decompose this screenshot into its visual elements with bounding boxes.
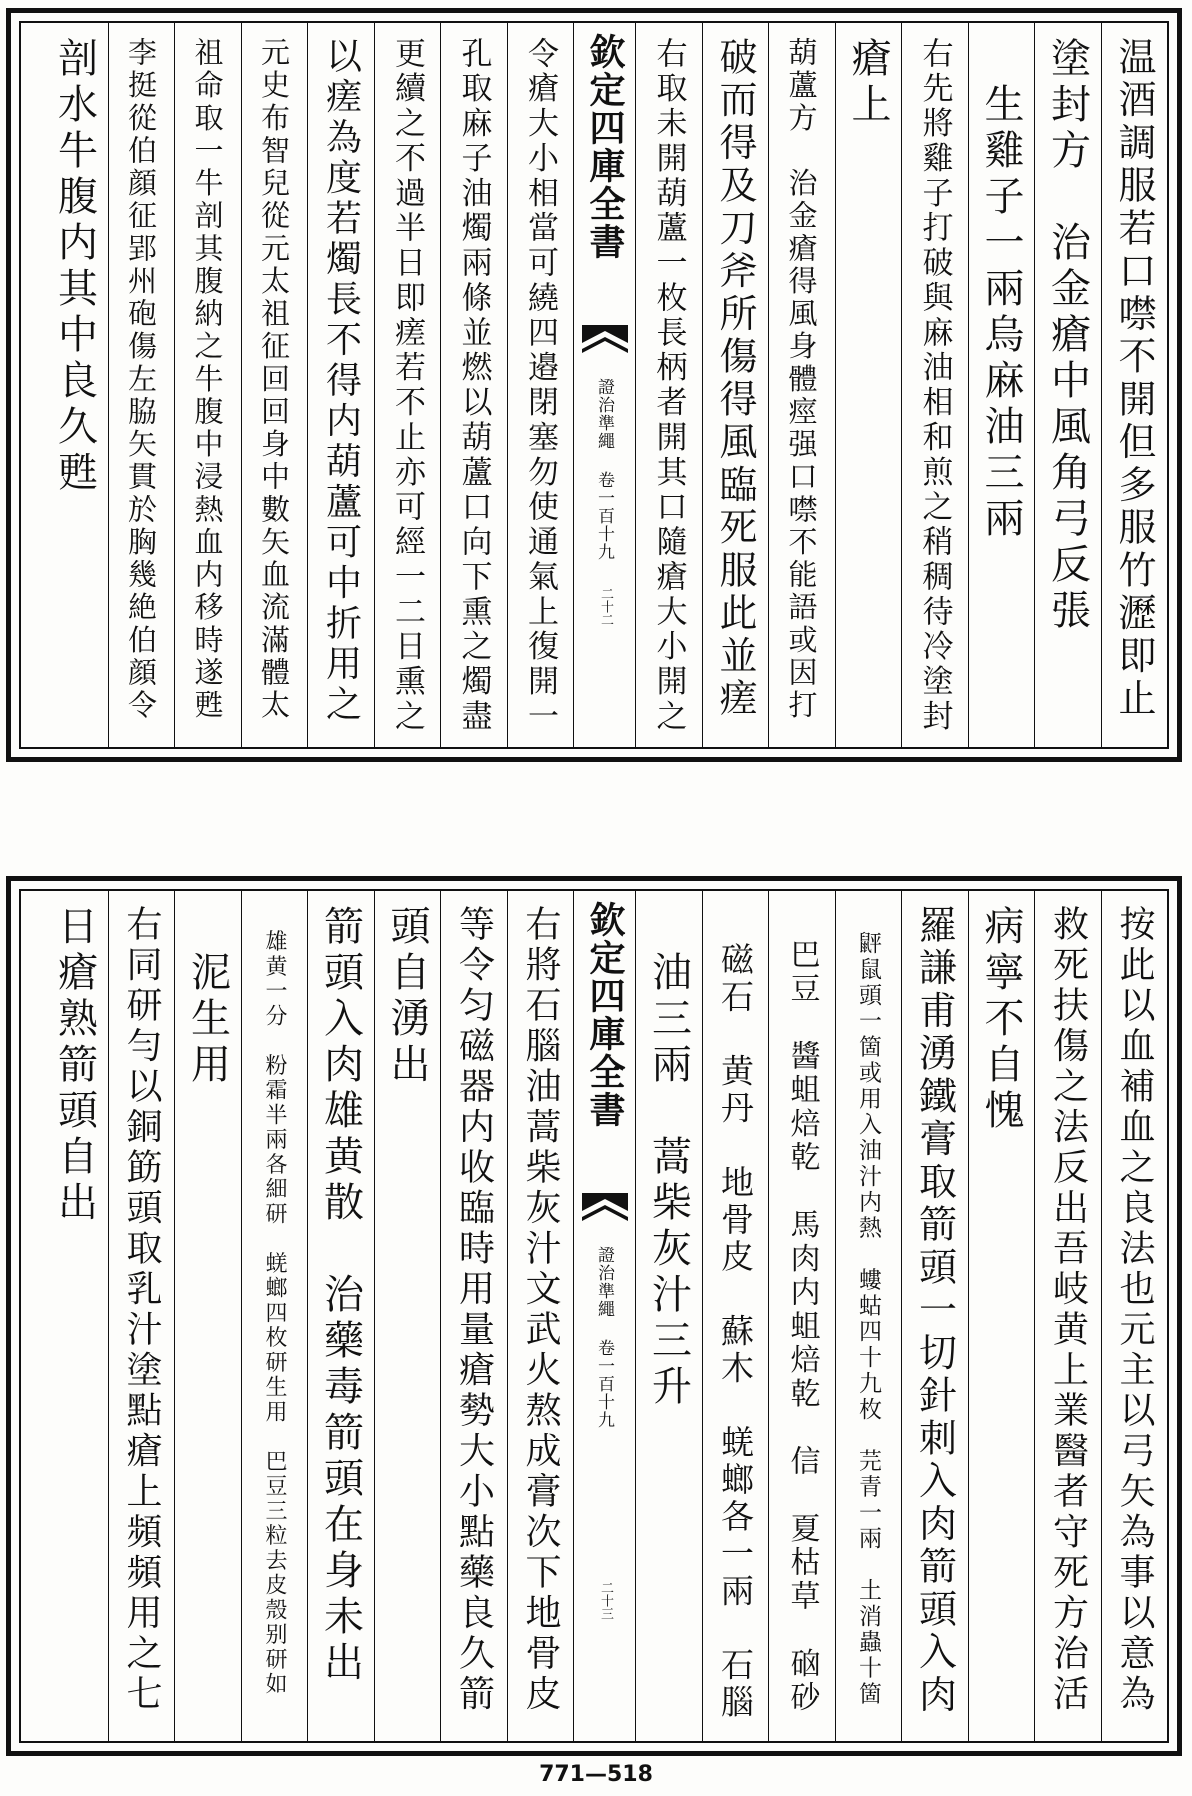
text-column <box>374 23 441 747</box>
text-column <box>835 23 902 747</box>
text-column <box>968 23 1035 747</box>
text-column <box>901 23 968 747</box>
column-text: 羅謙甫湧鐵膏取箭頭一切針刺入肉箭頭入肉 <box>912 905 957 1718</box>
column-text: 塗封方 治金瘡中風角弓反張 <box>1044 37 1091 635</box>
column-text: 箭頭入肉雄黄散 治藥毒箭頭在身未出 <box>317 905 364 1687</box>
column-text: 䶄鼠頭一箇或用入油汁内熱 螻蛄四十九枚 芫青一兩 土消蟲十箇 <box>855 905 881 1708</box>
text-column <box>41 891 108 1741</box>
text-column <box>507 23 574 747</box>
top-page-frame <box>19 21 1169 749</box>
text-column <box>1034 23 1101 747</box>
fishtail-mark-icon <box>580 1191 630 1235</box>
center-title: 欽定四庫全書 <box>584 33 626 261</box>
column-text: 温酒調服若口噤不開但多服竹瀝即止 <box>1112 37 1156 721</box>
column-text: 瘡上 <box>845 37 891 129</box>
column-text: 頭自湧出 <box>384 905 430 1089</box>
text-column <box>768 23 835 747</box>
text-column <box>174 23 241 747</box>
page-number: 二十三 <box>598 1581 613 1620</box>
column-text: 生雞子一兩烏麻油三兩 <box>978 37 1024 543</box>
text-column <box>635 891 702 1741</box>
bottom-page <box>6 876 1182 1756</box>
bottom-page-center-column <box>573 891 635 1741</box>
center-subtitle: 證治準繩 卷一百十九 <box>594 378 614 561</box>
top-page <box>6 8 1182 762</box>
column-text: 剖水牛腹内其中良久甦 <box>51 37 98 497</box>
column-text: 巴豆 醬蛆焙乾 馬肉内蛆焙乾 信 夏枯草 硇砂 <box>784 905 820 1715</box>
page-footer-number: 771—518 <box>539 1762 653 1787</box>
column-text: 右同研勻以銅筯頭取乳汁塗點瘡上頻頻用之七 <box>121 905 162 1715</box>
text-column <box>1101 891 1168 1741</box>
column-text: 救死扶傷之法反出吾岐黄上業醫者守死方治活 <box>1047 905 1089 1715</box>
bottom-page-columns <box>21 891 1167 1741</box>
column-text: 油三兩 蒿柴灰汁三升 <box>645 905 692 1411</box>
column-text: 病寧不自愧 <box>978 905 1024 1135</box>
text-column <box>108 891 175 1741</box>
column-text: 元史布智兒從元太祖征回回身中數矢血流滿體太 <box>257 37 291 723</box>
text-column <box>307 23 374 747</box>
text-column <box>768 891 835 1741</box>
text-column <box>702 23 769 747</box>
column-text: 右將石腦油蒿柴灰汁文武火熬成膏次下地骨皮 <box>520 905 561 1715</box>
center-title: 欽定四庫全書 <box>584 901 626 1129</box>
column-text: 右先將雞子打破與麻油相和煎之稍稠待冷塗封 <box>916 37 953 735</box>
column-text: 破而得及刀斧所傷得風臨死服此並瘥 <box>713 37 757 721</box>
column-text: 葫蘆方 治金瘡得風身體痙强口噤不能語或因打 <box>784 37 819 723</box>
fishtail-mark-icon <box>580 323 630 367</box>
text-column <box>174 891 241 1741</box>
text-column <box>307 891 374 1741</box>
text-column <box>835 891 902 1741</box>
center-subtitle: 證治準繩 卷一百十九 <box>594 1246 614 1429</box>
text-column <box>440 23 507 747</box>
text-column <box>968 891 1035 1741</box>
text-column <box>1101 23 1168 747</box>
top-page-columns <box>21 23 1167 747</box>
text-column <box>635 23 702 747</box>
text-column <box>374 891 441 1741</box>
column-text: 泥生用 <box>184 905 231 1089</box>
page-number: 二十二 <box>598 587 613 626</box>
text-column <box>440 891 507 1741</box>
text-column <box>702 891 769 1741</box>
column-text: 日瘡熟箭頭自出 <box>51 905 98 1227</box>
column-text: 祖命取一牛剖其腹納之牛腹中浸熱血内移時遂甦 <box>190 37 225 723</box>
column-text: 右取未開葫蘆一枚長柄者開其口隨瘡大小開之 <box>650 37 687 735</box>
text-column <box>1034 891 1101 1741</box>
column-text: 李挺從伯顔征郢州砲傷左脇矢貫於胸幾絶伯顔令 <box>124 37 158 723</box>
text-column <box>901 891 968 1741</box>
top-page-center-column <box>573 23 635 747</box>
text-column <box>507 891 574 1741</box>
text-column <box>41 23 108 747</box>
text-column <box>241 891 308 1741</box>
column-text: 更續之不過半日即瘥若不止亦可經一二日熏之 <box>389 37 425 735</box>
column-text: 以瘥為度若燭長不得内葫蘆可中折用之 <box>320 37 362 726</box>
column-text: 按此以血補血之良法也元主以弓矢為事以意為 <box>1114 905 1155 1715</box>
bottom-page-frame <box>19 889 1169 1743</box>
column-text: 磁石 黄丹 地骨皮 蘇木 蜣螂各一兩 石腦 <box>716 905 755 1722</box>
text-column <box>241 23 308 747</box>
column-text: 孔取麻子油燭兩條並燃以葫蘆口向下熏之燭盡 <box>455 37 492 735</box>
column-text: 等令匀磁器内收臨時用量瘡勢大小點藥良久箭 <box>453 905 495 1715</box>
column-text: 令瘡大小相當可繞四邉閉塞勿使通氣上復開一 <box>522 37 558 735</box>
text-column <box>108 23 175 747</box>
column-text: 雄黄一分 粉霜半兩各細研 蜣螂四枚研生用 巴豆三粒去皮殼别研如 <box>262 905 287 1697</box>
